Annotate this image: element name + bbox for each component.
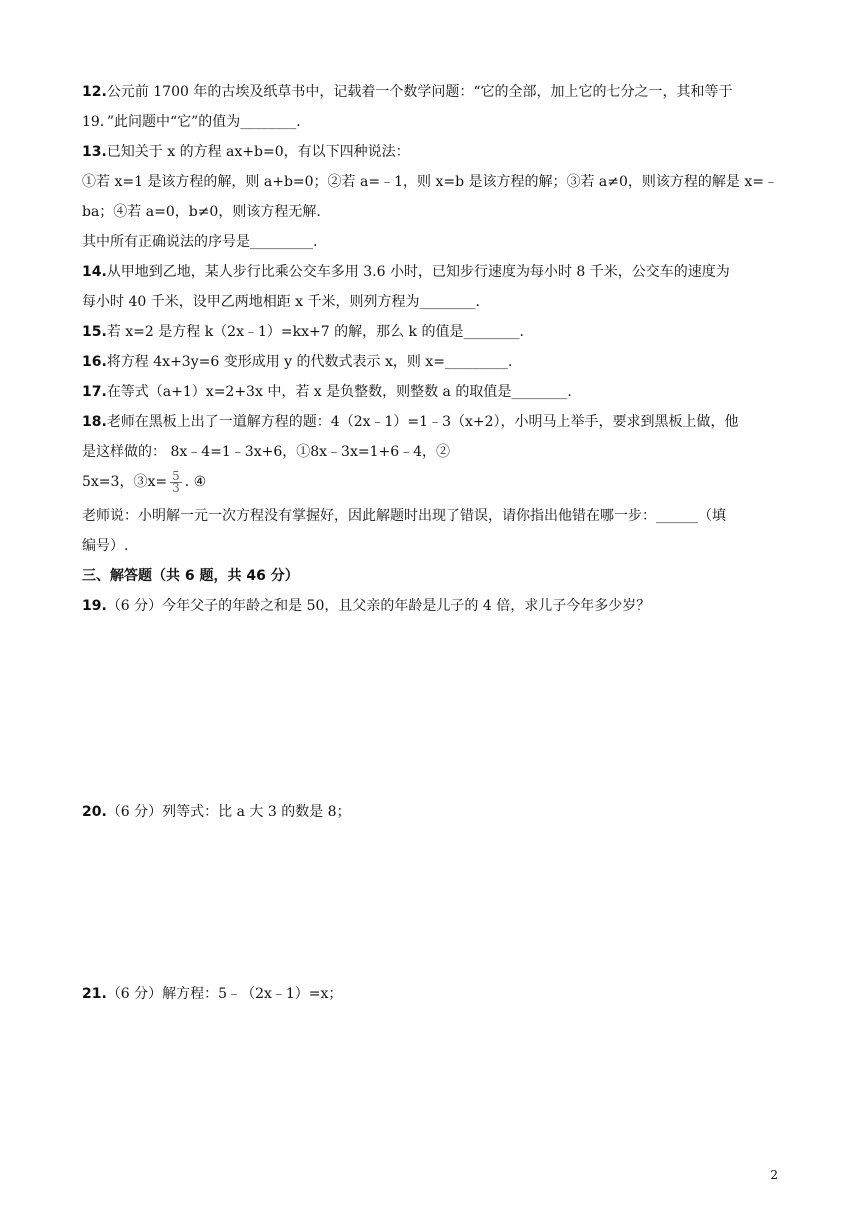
- question-20: [82, 802, 351, 822]
- question-19: [82, 596, 650, 616]
- page-number: 2: [770, 1168, 778, 1182]
- question-number: 21.: [82, 986, 107, 1002]
- question-13-line-4: 其中所有正确说法的序号是_________.: [82, 234, 318, 250]
- question-text: 在等式（a+1）x=2+3x 中，若 x 是负整数，则整数 a 的取值是________.: [106, 384, 572, 400]
- question-text: 若 x=2 是方程 k（2x﹣1）=kx+7 的解，那么 k 的值是________.: [106, 324, 524, 340]
- question-18-line-4: 老师说：小明解一元一次方程没有掌握好，因此解题时出现了错误，请你指出他错在哪一步：______（填: [82, 508, 726, 524]
- question-number: 17.: [82, 384, 107, 400]
- step-text: . ④: [184, 474, 207, 490]
- section-heading: 三、解答题（共 6 题，共 46 分）: [82, 568, 299, 584]
- question-number: 15.: [82, 324, 107, 340]
- question-text: （6 分）列等式：比 a 大 3 的数是 8；: [106, 804, 351, 820]
- question-12-line-2: 19．”此问题中“它”的值为________.: [82, 114, 301, 130]
- question-text: 已知关于 x 的方程 ax+b=0，有以下四种说法：: [106, 144, 410, 160]
- question-14-line-2: 每小时 40 千米，设甲乙两地相距 x 千米，则列方程为________.: [82, 294, 480, 310]
- step-text: 5x=3，③x=: [82, 474, 168, 490]
- question-text: 公元前 1700 年的古埃及纸草书中，记载着一个数学问题：“它的全部，加上它的七分之一，其和等于: [106, 84, 733, 100]
- question-number: 12.: [82, 84, 107, 100]
- question-13-line-1: [82, 142, 410, 162]
- fraction-numerator: 5: [172, 468, 180, 483]
- question-16: [82, 352, 512, 372]
- question-text: （6 分）今年父子的年龄之和是 50，且父亲的年龄是儿子的 4 倍，求儿子今年多少岁？: [106, 598, 651, 614]
- question-15: [82, 322, 524, 342]
- question-text: （6 分）解方程：5﹣（2x﹣1）=x；: [106, 986, 343, 1002]
- question-12-line-1: [82, 82, 733, 102]
- question-text: 从甲地到乙地，某人步行比乘公交车多用 3.6 小时，已知步行速度为每小时 8 千米，公交车的速度为: [106, 264, 730, 280]
- question-number: 18.: [82, 414, 107, 430]
- fraction-denominator: 3: [172, 480, 180, 495]
- question-number: 14.: [82, 264, 107, 280]
- question-number: 20.: [82, 804, 107, 820]
- question-number: 16.: [82, 354, 107, 370]
- fraction: [170, 468, 182, 495]
- question-21: [82, 984, 342, 1004]
- question-17: [82, 382, 572, 402]
- question-13-line-3: ba；④若 a=0，b≠0，则该方程无解.: [82, 204, 321, 220]
- question-number: 19.: [82, 598, 107, 614]
- question-18-line-2: 是这样做的： 8x﹣4=1﹣3x+6，①8x﹣3x=1+6﹣4，②: [82, 444, 451, 460]
- question-text: 将方程 4x+3y=6 变形成用 y 的代数式表示 x，则 x=_________.: [106, 354, 513, 370]
- question-13-line-2: ①若 x=1 是该方程的解，则 a+b=0；②若 a=﹣1，则 x=b 是该方程的解；③若 a≠0，则该方程的解是 x=﹣: [82, 174, 778, 190]
- question-18-line-1: [82, 412, 739, 432]
- question-14-line-1: [82, 262, 730, 282]
- question-number: 13.: [82, 144, 107, 160]
- question-text: 老师在黑板上出了一道解方程的题：4（2x﹣1）=1﹣3（x+2），小明马上举手，要求到黑板上做，他: [106, 414, 739, 430]
- question-18-line-5: 编号）.: [82, 538, 129, 554]
- question-18-line-3: [82, 470, 206, 494]
